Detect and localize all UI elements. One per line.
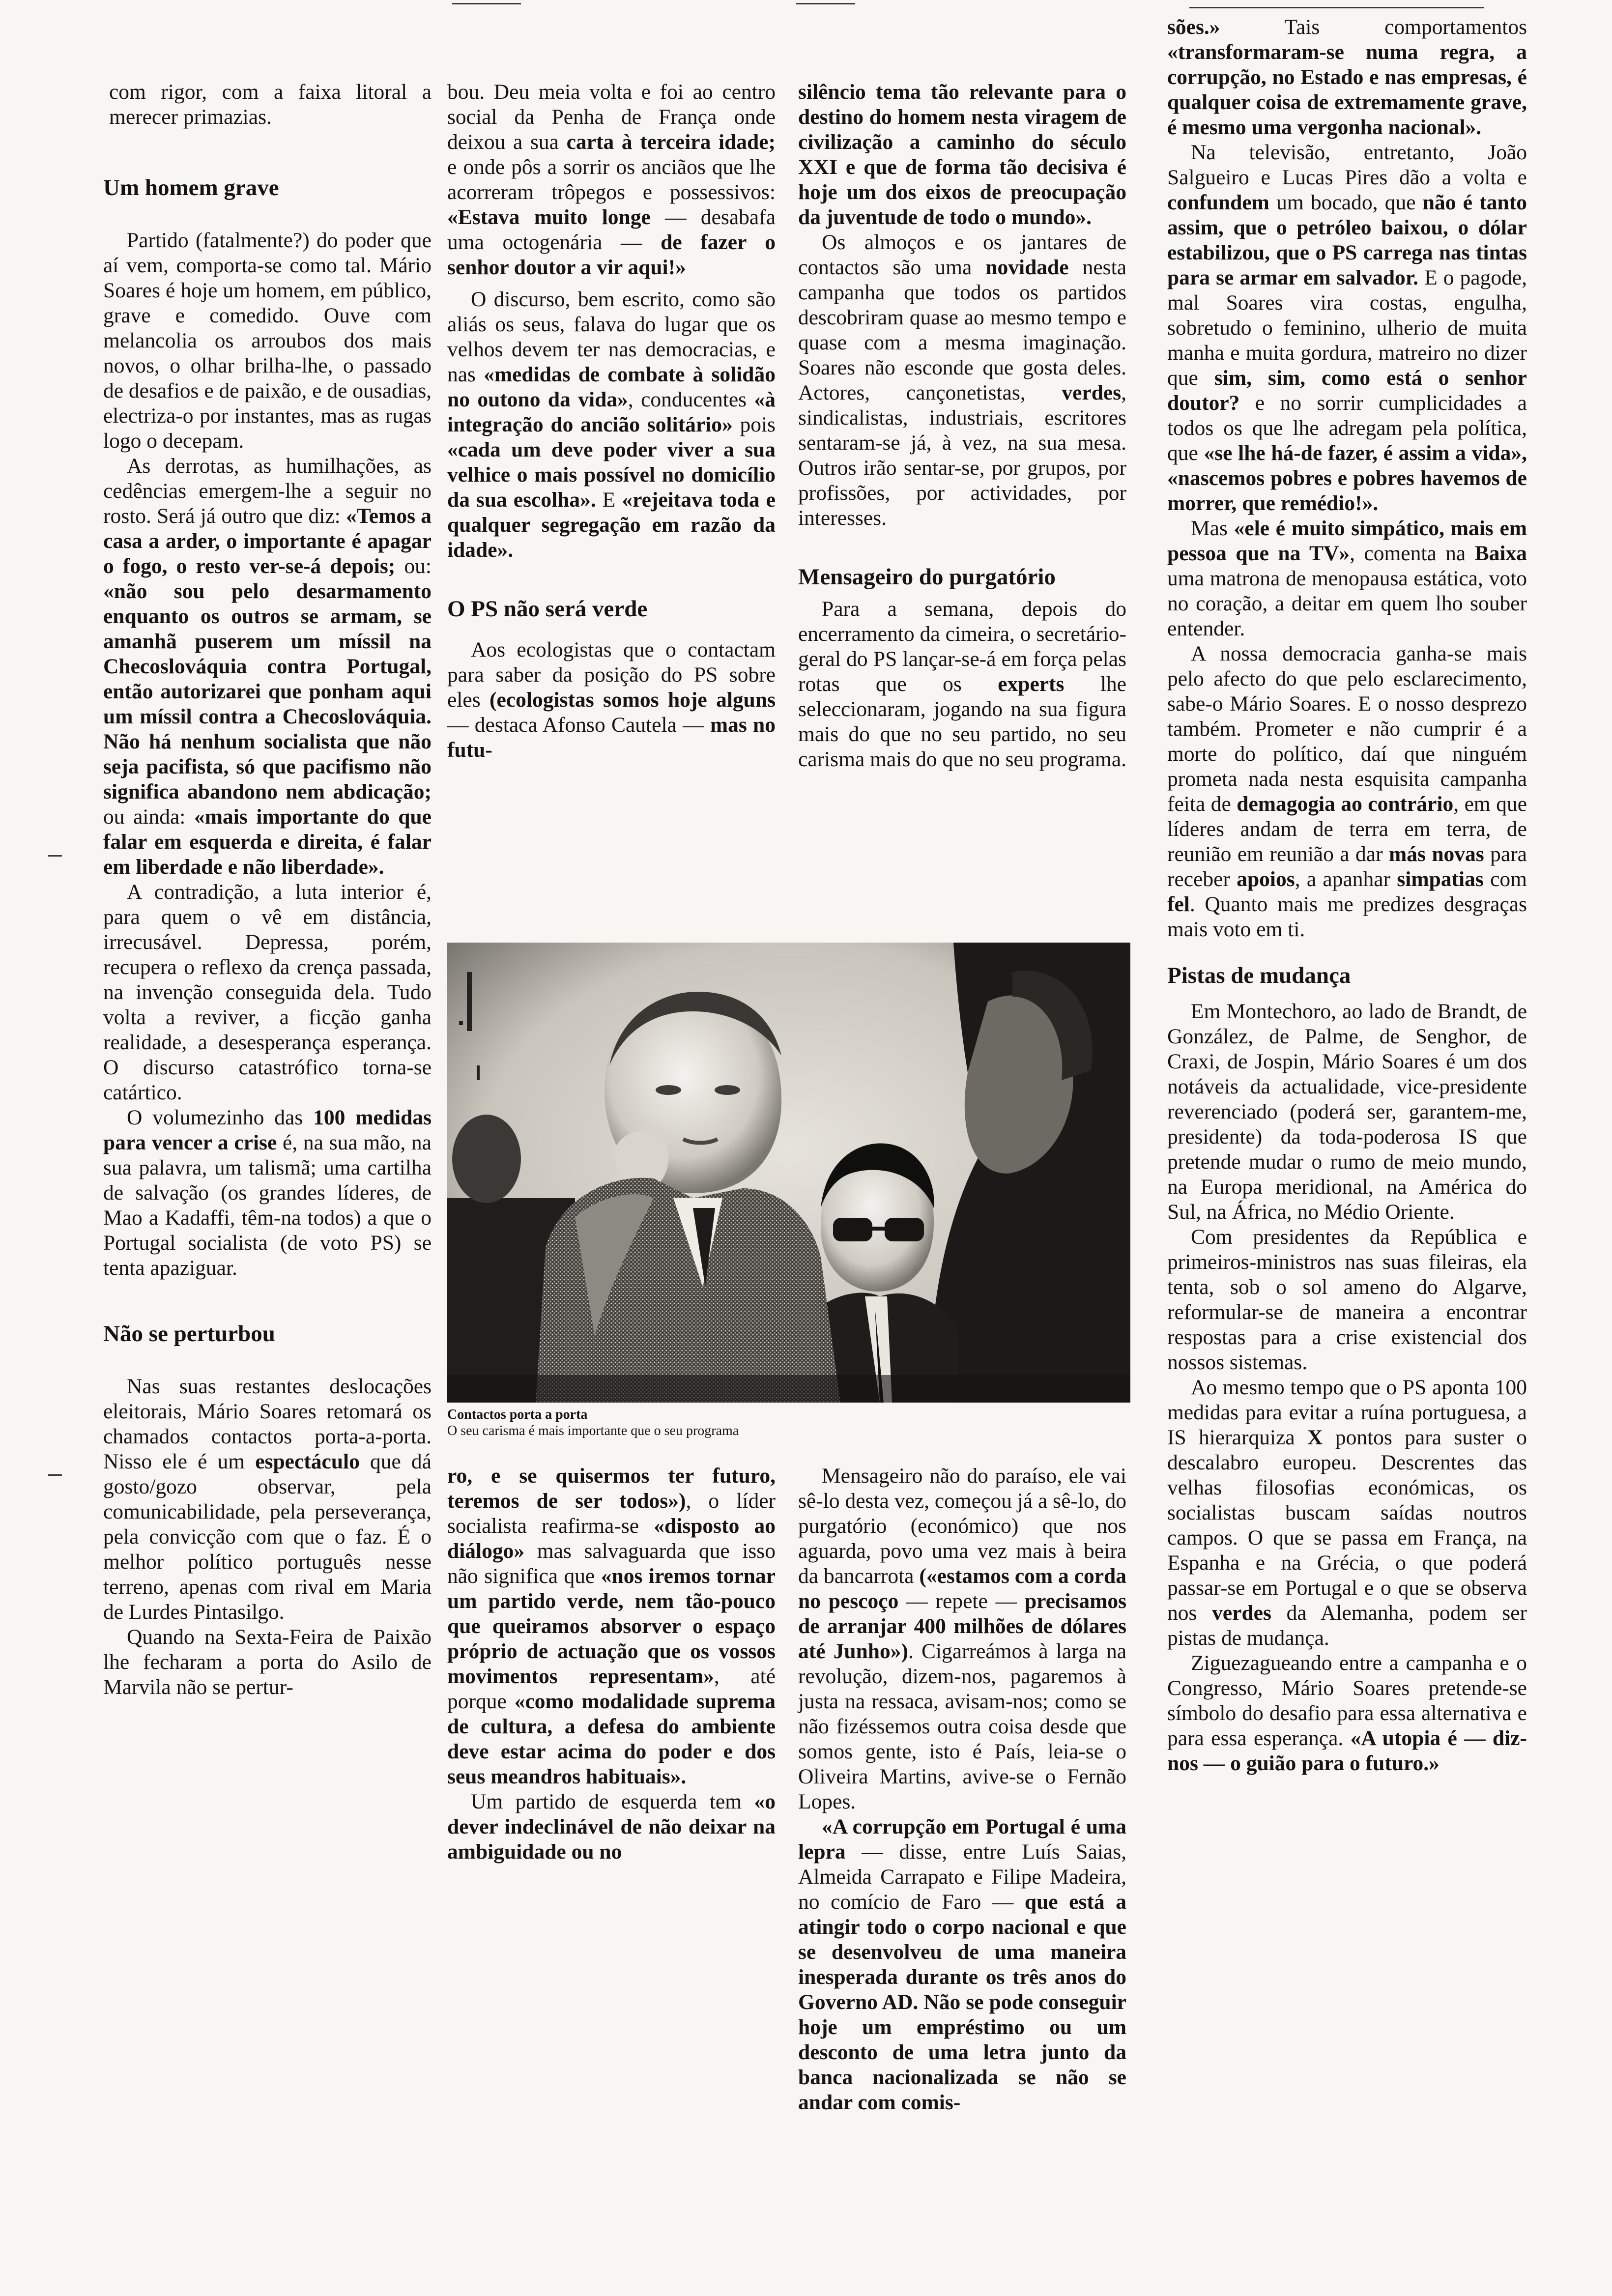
paragraph: As derrotas, as humilhações, as cedências emergem-lhe a seguir no rosto. Será já outro que diz: «Temos a casa a arder, o importante é apagar o fogo, o resto ver-se-á depois; ou: «não sou pelo desarmamento enquanto os outros se armam, se amanhã puserem um míssil na Checoslováquia contra Portugal, então autorizarei que ponham aqui um míssil contra a Checoslováquia. Não há nenhum socialista que não seja pacifista, só que pacifismo não significa abandono nem abdicação; ou ainda: «mais importante do que falar em esquerda e direita, é falar em liberdade e não liberdade». <box>103 454 432 879</box>
paragraph: Para a semana, depois do encerramento da cimeira, o secretário-geral do PS lançar-se-á em força pelas rotas que os experts lhe seleccionaram, jogando na sua figura mais do que no seu partido, no seu carisma mais do que no seu programa. <box>798 597 1127 771</box>
section-heading: Pistas de mudança <box>1167 963 1351 988</box>
paragraph: Quando na Sexta-Feira de Paixão lhe fecharam a porta do Asilo de Marvila não se pertur- <box>103 1625 432 1699</box>
news-photo-image <box>447 943 1130 1403</box>
paragraph: Mas «ele é muito simpático, mais em pessoa que na TV», comenta na Baixa uma matrona de menopausa estática, voto no coração, a deitar em quem lho souber entender. <box>1167 517 1527 640</box>
column-1 <box>103 80 432 1700</box>
section-heading: Um homem grave <box>103 175 279 201</box>
caption-title: Contactos porta a porta <box>447 1407 588 1422</box>
paragraph: Um partido de esquerda tem «o dever indeclinável de não deixar na ambiguidade ou no <box>447 1790 776 1864</box>
paragraph: sões.» Tais comportamentos «transformaram-se numa regra, a corrupção, no Estado e nas empresas, é qualquer coisa de extremamente grave, é mesmo uma vergonha nacional». <box>1167 15 1527 139</box>
column-2-top <box>447 80 776 763</box>
paragraph: Na televisão, entretanto, João Salgueiro e Lucas Pires dão a volta e confundem um bocado, que não é tanto assim, que o petróleo baixou, o dólar estabilizou, que o PS carrega nas tintas para se armar em salvador. E o pagode, mal Soares vira costas, engulha, sobretudo o feminino, ulherio de muita manha e muita gordura, matreiro no dizer que sim, sim, como está o senhor doutor? e no sorrir cumplicidades a todos os que lhe adregam pela política, que «se lhe há-de fazer, é assim a vida», «nascemos pobres e pobres havemos de morrer, que remédio!». <box>1167 141 1527 515</box>
section-heading: Não se perturbou <box>103 1321 275 1347</box>
caption-text: O seu carisma é mais importante que o seu programa <box>447 1423 739 1438</box>
top-rule <box>452 3 521 4</box>
column-4 <box>1167 15 1527 1776</box>
paragraph: Mensageiro não do paraíso, ele vai sê-lo desta vez, começou já a sê-lo, do purgatório (económico) que nos aguarda, povo uma vez mais à beira da bancarrota («estamos com a corda no pescoço — repete — precisamos de arranjar 400 milhões de dólares até Junho»). Cigarreámos à larga na revolução, dizem-nos, pagaremos à justa na ressaca, avisam-nos; como se não fizéssemos outra coisa desde que somos gente, isto é País, leia-se o Oliveira Martins, avive-se o Fernão Lopes. <box>798 1464 1127 1813</box>
paragraph: ro, e se quisermos ter futuro, teremos de ser todos»), o líder socialista reafirma-se «disposto ao diálogo» mas salvaguarda que isso não significa que «nos iremos tornar um partido verde, nem tão-pouco que queiramos absorver o espaço próprio de actuação que os vossos movimentos representam», até porque «como modalidade suprema de cultura, a defesa do ambiente deve estar acima do poder e dos seus meandros habituais». <box>447 1464 776 1788</box>
paragraph: bou. Deu meia volta e foi ao centro social da Penha de França onde deixou a sua carta à terceira idade; e onde pôs a sorrir os anciãos que lhe acorreram trôpegos e possessivos: «Estava muito longe — desabafa uma octogenária — de fazer o senhor doutor a vir aqui!» <box>447 80 776 279</box>
photo-caption <box>447 1406 1135 1439</box>
paragraph: Ao mesmo tempo que o PS aponta 100 medidas para evitar a ruína portuguesa, a IS hierarquiza X pontos para suster o descalabro europeu. Descrentes das velhas filosofias económicas, os socialistas buscam saídas noutros campos. O que se passa em França, na Espanha e na Grécia, o que poderá passar-se em Portugal e o que se observa nos verdes da Alemanha, podem ser pistas de mudança. <box>1167 1376 1527 1650</box>
paragraph: O volumezinho das 100 medidas para vencer a crise é, na sua mão, na sua palavra, um talismã; uma cartilha de salvação (os grandes líderes, de Mao a Kadaffi, têm-na todos) a que o Portugal socialista (de voto PS) se tenta apaziguar. <box>103 1106 432 1280</box>
paragraph: «A corrupção em Portugal é uma lepra — disse, entre Luís Saias, Almeida Carrapato e Filipe Madeira, no comício de Faro — que está a atingir todo o corpo nacional e que se desenvolveu de uma maneira inesperada durante os três anos do Governo AD. Não se pode conseguir hoje um empréstimo ou um desconto de uma letra junto da banca nacionalizada se não se andar com comis- <box>798 1815 1126 2114</box>
section-heading: O PS não será verde <box>447 596 648 622</box>
paragraph: com rigor, com a faixa litoral a merecer primazias. <box>109 80 432 129</box>
paragraph: Os almoços e os jantares de contactos são uma novidade nesta campanha que todos os partidos descobriram quase ao mesmo tempo e quase com a mesma imaginação. Soares não esconde que gosta deles. Actores, cançonetistas, verdes, sindicalistas, industriais, escritores sentaram-se já, à vez, na sua mesa. Outros irão sentar-se, por grupos, por profissões, por actividades, por interesses. <box>798 230 1126 530</box>
column-2-bottom <box>447 1464 776 1865</box>
paragraph: Ziguezagueando entre a campanha e o Congresso, Mário Soares pretende-se símbolo do desafio para essa alternativa e para essa esperança. «A utopia é — diz-nos — o guião para o futuro.» <box>1167 1651 1527 1775</box>
section-heading: Mensageiro do purgatório <box>798 564 1056 590</box>
news-photo <box>447 943 1130 1403</box>
paragraph: Nas suas restantes deslocações eleitorais, Mário Soares retomará os chamados contactos porta-a-porta. Nisso ele é um espectáculo que dá gosto/gozo observar, pela comunicabilidade, pela perseverança, pela convicção com que o faz. É o melhor político português nesse terreno, apenas com rival em Maria de Lurdes Pintasilgo. <box>103 1375 432 1624</box>
margin-mark <box>48 1474 62 1476</box>
paragraph: O discurso, bem escrito, como são aliás os seus, falava do lugar que os velhos devem ter nas democracias, e nas «medidas de combate à solidão no outono da vida», conducentes «à integração do ancião solitário» pois «cada um deve poder viver a sua velhice o mais possível no domicílio da sua escolha». E «rejeitava toda e qualquer segregação em razão da idade». <box>447 287 776 562</box>
margin-mark <box>48 855 62 857</box>
column-3-bottom <box>798 1464 1126 2115</box>
paragraph: Em Montechoro, ao lado de Brandt, de González, de Palme, de Senghor, de Craxi, de Jospin, Mário Soares é um dos notáveis da actualidade, vice-presidente reverenciado (poderá ser, garantem-me, presidente) da toda-poderosa IS que pretende mudar o rumo de meio mundo, na Europa meridional, na América do Sul, na África, no Médio Oriente. <box>1167 1000 1527 1224</box>
top-rule <box>1189 7 1484 8</box>
paragraph: A contradição, a luta interior é, para quem o vê em distância, irrecusável. Depressa, porém, recupera o reflexo da crença passada, na invenção conseguida dela. Tudo volta a reviver, a ficção ganha realidade, a desesperança esperança. O discurso catastrófico torna-se catártico. <box>103 880 432 1104</box>
paragraph: A nossa democracia ganha-se mais pelo afecto do que pelo esclarecimento, sabe-o Mário Soares. E o nosso desprezo também. Prometer e não cumprir é a morte do político, daí que ninguém prometa nada nesta esquisita campanha feita de demagogia ao contrário, em que líderes andam de terra em terra, de reunião em reunião a dar más novas para receber apoios, a apanhar simpatias com fel. Quanto mais me predizes desgraças mais voto em ti. <box>1167 642 1527 941</box>
paragraph: silêncio tema tão relevante para o destino do homem nesta viragem de civilização a caminho do século XXI e que de forma tão decisiva é hoje um dos eixos de preocupação da juventude de todo o mundo». <box>798 80 1126 229</box>
paragraph: Aos ecologistas que o contactam para saber da posição do PS sobre eles (ecologistas somos hoje alguns — destaca Afonso Cautela — mas no futu- <box>447 638 776 762</box>
column-3-top <box>798 80 1126 772</box>
paragraph: Partido (fatalmente?) do poder que aí vem, comporta-se como tal. Mário Soares é hoje um homem, em público, grave e comedido. Ouve com melancolia os arroubos dos mais novos, o olhar brilha-lhe, o passado de desafios e de paixão, e de ousadias, electriza-o por instantes, mas as rugas logo o decepam. <box>103 229 432 453</box>
top-rule <box>796 3 855 4</box>
paragraph: Com presidentes da República e primeiros-ministros nas suas fileiras, ela tenta, sob o sol ameno do Algarve, reformular-se de maneira a encontrar respostas para a crise existencial dos nossos sistemas. <box>1167 1225 1527 1374</box>
